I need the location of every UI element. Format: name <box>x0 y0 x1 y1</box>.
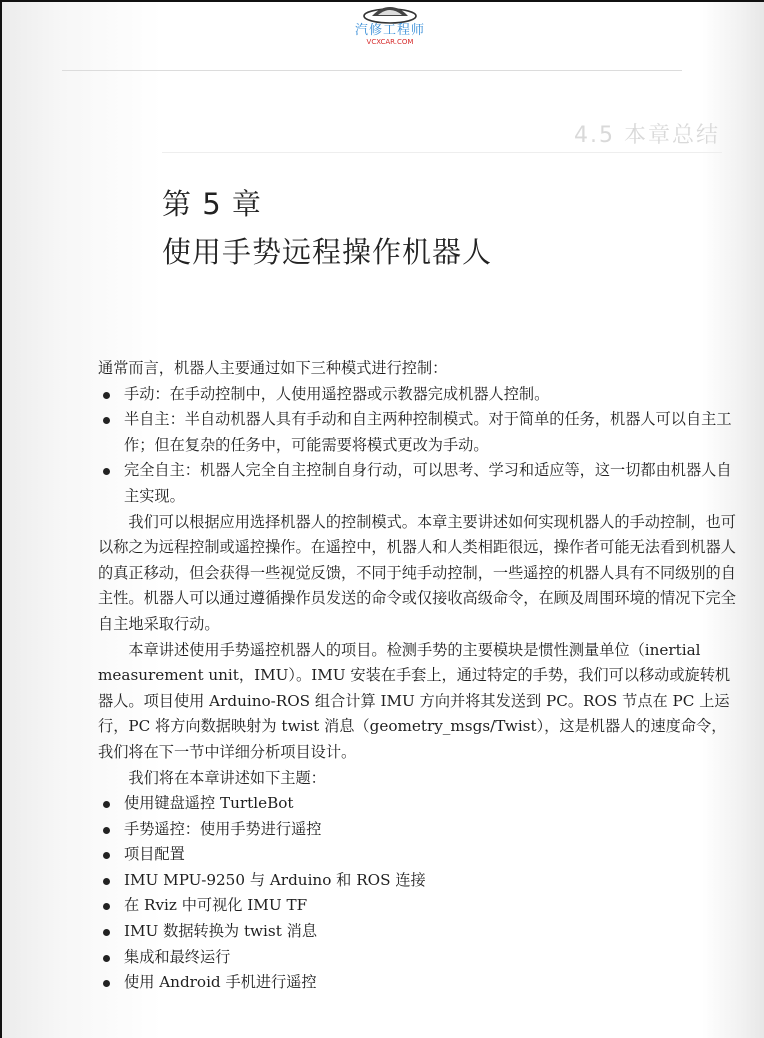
bullet-icon <box>103 903 110 910</box>
list-item: IMU MPU-9250 与 Arduino 和 ROS 连接 <box>98 868 738 894</box>
bullet-icon <box>103 852 110 859</box>
list-item: 手动：在手动控制中，人使用遥控器或示教器完成机器人控制。 <box>98 382 738 408</box>
list-item: 手势遥控：使用手势进行遥控 <box>98 817 738 843</box>
body-paragraph: 我们可以根据应用选择机器人的控制模式。本章主要讲述如何实现机器人的手动控制，也可以称之为远程控制或遥控操作。在遥控中，机器人和人类相距很远，操作者可能无法看到机器人的真正移动，但会获得一些视觉反馈，不同于纯手动控制，一些遥控的机器人具有不同级别的自主性。机器人可以通过遵循操作员发送的命令或仅接收高级命令，在顾及周围环境的情况下完全自主地采取行动。 <box>98 512 736 633</box>
list-item: 半自主：半自动机器人具有手动和自主两种控制模式。对于简单的任务，机器人可以自主工作；但在复杂的任务中，可能需要将模式更改为手动。 <box>98 407 738 458</box>
body-paragraph: 本章讲述使用手势遥控机器人的项目。检测手势的主要模块是惯性测量单位（inertial measurement unit，IMU）。IMU 安装在手套上，通过特定的手势，我们可以移动或旋转机器人。项目使用 Arduino-ROS 组合计算 IMU 方向并将其发送到 PC。ROS 节点在 PC 上运行，PC 将方向数据映射为 twist 消息（geometry_msgs/Twist），这是机器人的速度命令，我们将在下一节中详细分析项目设计。 <box>98 640 731 761</box>
bullet-icon <box>103 929 110 936</box>
list-item: 集成和最终运行 <box>98 945 738 971</box>
show-through-rule <box>62 70 682 71</box>
list-item: 在 Rviz 中可视化 IMU TF <box>98 893 738 919</box>
chapter-number: 第 5 章 <box>162 187 262 221</box>
control-modes-list <box>98 382 738 510</box>
topics-list <box>98 791 738 996</box>
bullet-icon <box>103 827 110 834</box>
list-item: 使用 Android 手机进行遥控 <box>98 970 738 996</box>
list-item: 完全自主：机器人完全自主控制自身行动，可以思考、学习和适应等，这一切都由机器人自主实现。 <box>98 458 738 509</box>
bullet-icon <box>103 392 110 399</box>
watermark-domain: VCXCAR.COM <box>366 38 414 46</box>
bullet-icon <box>103 878 110 885</box>
show-through-heading: 4.5 本章总结 <box>574 123 720 148</box>
watermark-logo <box>340 4 440 52</box>
list-item: 项目配置 <box>98 842 738 868</box>
intro-paragraph: 通常而言，机器人主要通过如下三种模式进行控制： <box>98 359 448 377</box>
topics-intro: 我们将在本章讲述如下主题： <box>128 768 326 787</box>
bullet-icon <box>103 955 110 962</box>
bullet-icon <box>103 468 110 475</box>
bullet-icon <box>103 801 110 808</box>
bullet-icon <box>103 980 110 987</box>
list-item: 使用键盘遥控 TurtleBot <box>98 791 738 817</box>
list-item: IMU 数据转换为 twist 消息 <box>98 919 738 945</box>
show-through-text <box>162 152 722 163</box>
chapter-title: 使用手势远程操作机器人 <box>162 235 493 269</box>
chapter-body <box>98 356 738 996</box>
bullet-icon <box>103 417 110 424</box>
watermark-name: 汽修工程师 <box>354 23 425 38</box>
car-logo-icon <box>360 4 420 24</box>
